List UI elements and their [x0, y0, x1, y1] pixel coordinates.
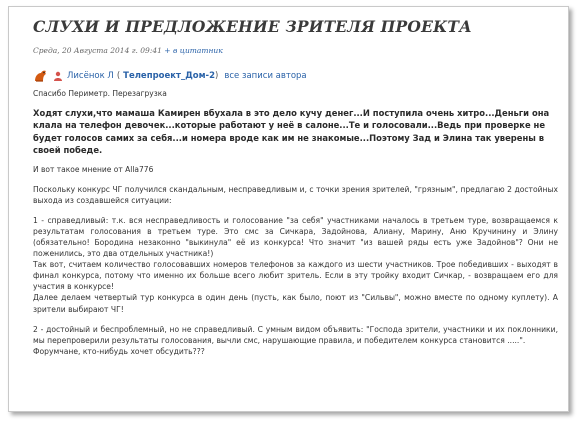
- opinion-intro: И вот такое мнение от Alla776: [33, 164, 154, 174]
- post-meta: [33, 46, 558, 55]
- paragraph: Далее делаем четвертый тур конкурса в один день (пусть, как было, поют из "Сильвы", можно вместе по одному куплету). А зрители выбирают ЧГ!: [33, 293, 558, 314]
- post-date: Среда, 20 Августа 2014 г. 09:41: [33, 46, 162, 55]
- fox-icon[interactable]: [33, 69, 49, 83]
- paragraph: Так вот, считаем количество голосовавших номеров телефонов за каждого из шести участников. Трое победивших - выходят в финал конкурса, потому что именно их больше всего любит зритель. Если в эту тройку входит Сичкар, - возвращаем его для участия в конкурсе!: [33, 260, 558, 292]
- post-title: СЛУХИ И ПРЕДЛОЖЕНИЕ ЗРИТЕЛЯ ПРОЕКТА: [33, 17, 472, 36]
- paragraph: Поскольку конкурс ЧГ получился скандальным, несправедливым и, с точки зрения зрителей, "грязным", предлагаю 2 достойных выхода из создавшейся ситуации:: [33, 184, 558, 205]
- community-link[interactable]: Телепроект_Дом-2: [123, 71, 216, 81]
- quote-link[interactable]: + в цитатник: [164, 46, 223, 55]
- highlight-text: Ходят слухи,что мамаша Камирен вбухала в это дело кучу денег...И поступила очень хитро...Деньги она клала на телефон девочек...которые работают у неё в салоне...Те и голосовали...Ведь при проверке не будет голосов самих за себя...и номера вроде как им не знакомые...Поэтому Зад и Элина так уверены в своей победе.: [33, 108, 550, 156]
- author-row: Лисёнок Л ( Телепроект_Дом-2 ) все записи автора: [33, 69, 558, 83]
- thanks-line: Спасибо Периметр. Перезагрузка: [33, 89, 167, 98]
- paragraph: Форумчане, кто-нибудь хочет обсудить???: [33, 346, 205, 356]
- all-posts-link[interactable]: все записи автора: [224, 71, 307, 81]
- author-link[interactable]: Лисёнок Л: [67, 71, 114, 81]
- user-icon[interactable]: [53, 71, 63, 81]
- post-card: [8, 6, 569, 412]
- paragraph: 1 - справедливый: т.к. вся несправедливость и голосование "за себя" участниками началось в третьем туре, возвращаемся к результатам голосования в третьем туре. Это смс за Сичкара, Задойнова, Алиану, Марину, Аню Кручинину и Элину (обязательно! Бородина незаконно "выкинула" её из конкурса! Что значит "из вашей ряды есть уже Задойнов"? Они не поженились, это два отдельных участника!): [33, 215, 558, 259]
- paragraph: 2 - достойный и беспроблемный, но не справедливый. С умным видом объявить: "Господа зрители, участники и их поклонники, мы перепроверили результаты голосования, вычли смс, нарушающие правила, и победителем конкурса становится .....".: [33, 324, 558, 345]
